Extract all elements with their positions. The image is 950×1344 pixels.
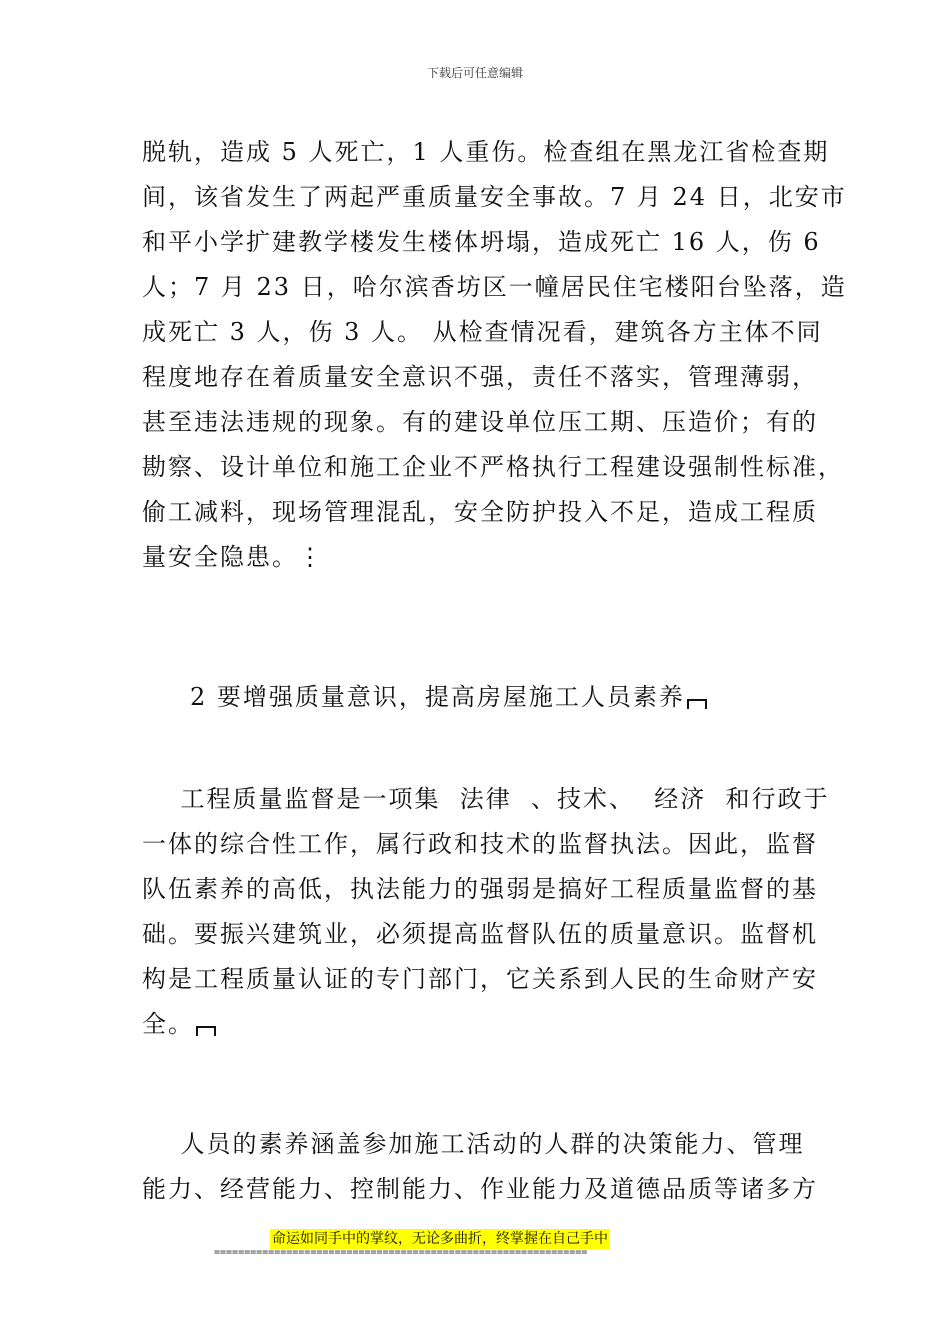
text-line: 程度地存在着质量安全意识不强，责任不落实，管理薄弱，	[142, 363, 818, 391]
text-line: 偷工减料，现场管理混乱，安全防护投入不足，造成工程质	[142, 498, 818, 526]
paragraph-personnel-quality	[142, 1122, 822, 1212]
text-line: 甚至违法违规的现象。有的建设单位压工期、压造价；有的	[142, 408, 818, 436]
paragraph-supervision	[142, 777, 830, 1047]
text-line: 量安全隐患。⋮	[142, 543, 324, 571]
text-line: 全。	[142, 1010, 194, 1038]
footer-divider: ==============================================================	[214, 1247, 588, 1258]
text-line: 础。要振兴建筑业，必须提高监督队伍的质量意识。监督机	[142, 920, 818, 948]
text-line: 队伍素养的高低，执法能力的强弱是搞好工程质量监督的基	[142, 875, 818, 903]
text-line: 构是工程质量认证的专门部门，它关系到人民的生命财产安	[142, 965, 818, 993]
paragraph-mark-icon	[196, 1026, 216, 1036]
section-heading-text: 2 要增强质量意识，提高房屋施工人员素养	[190, 683, 685, 711]
page-header-note: 下载后可任意编辑	[426, 66, 523, 80]
text-line: 能力、经营能力、控制能力、作业能力及道德品质等诸多方	[142, 1175, 818, 1203]
paragraph-accident-report	[142, 130, 847, 580]
text-line: 工程质量监督是一项集 法律 、技术、 经济 和行政于	[142, 785, 830, 813]
text-line: 人员的素养涵盖参加施工活动的人群的决策能力、管理	[142, 1130, 805, 1158]
text-line: 间，该省发生了两起严重质量安全事故。7 月 24 日，北安市	[142, 183, 847, 211]
text-line: 成死亡 3 人，伤 3 人。 从检查情况看，建筑各方主体不同	[142, 318, 823, 346]
section-heading	[190, 675, 870, 720]
text-line: 和平小学扩建教学楼发生楼体坍塌，造成死亡 16 人，伤 6	[142, 228, 821, 256]
paragraph-mark-icon	[687, 699, 707, 709]
text-line: 脱轨，造成 5 人死亡，1 人重伤。检查组在黑龙江省检查期	[142, 138, 830, 166]
text-line: 勘察、设计单位和施工企业不严格执行工程建设强制性标准，	[142, 453, 844, 481]
text-line: 一体的综合性工作，属行政和技术的监督执法。因此，监督	[142, 830, 818, 858]
footer-motto: 命运如同手中的掌纹，无论多曲折，终掌握在自己手中	[272, 1231, 608, 1247]
text-line: 人；7 月 23 日，哈尔滨香坊区一幢居民住宅楼阳台坠落，造	[142, 273, 847, 301]
